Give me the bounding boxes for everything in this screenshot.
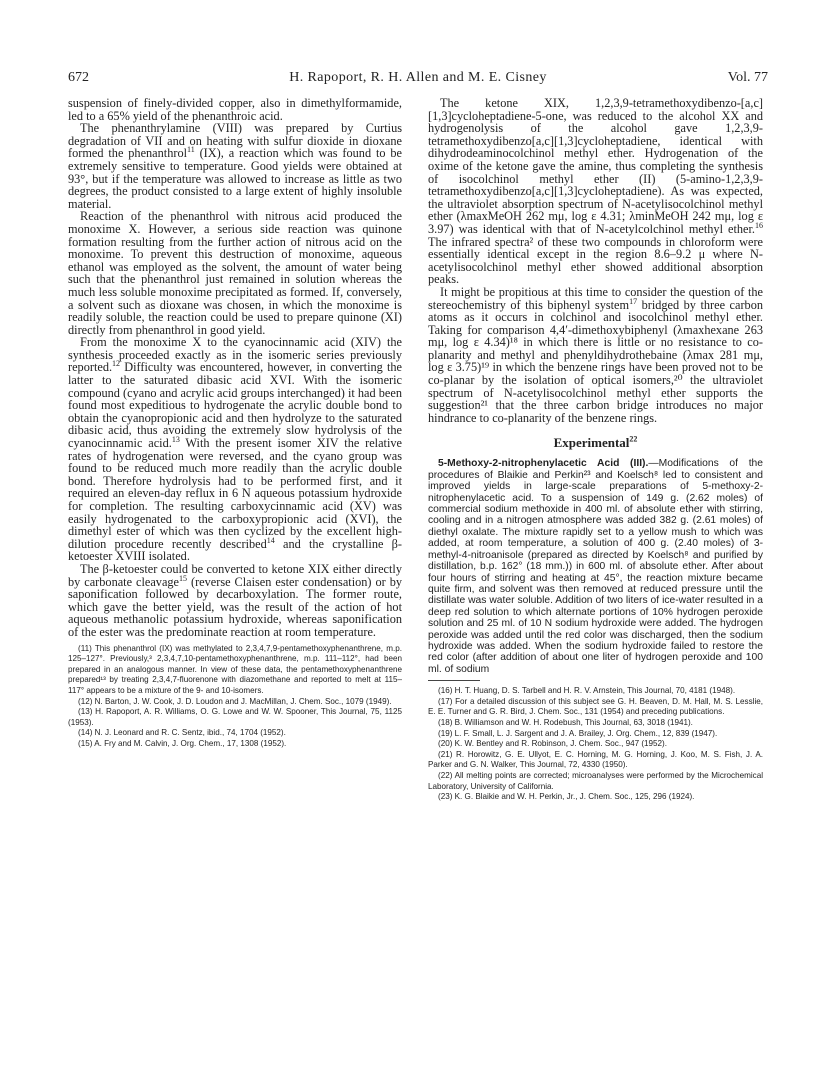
paragraph: The β-ketoester could be converted to ketone XIX either directly by carbonate cleavage$^{15}$ (reverse Claisen ester condensation) or by saponification followed by decarboxylation. The former route, which gave the better yield, was the result of the action of hot aqueous methanolic potassium hydroxide, whereas saponification of the ester was the predominate reaction at room temperature. (68, 561, 402, 639)
footnote: (17) For a detailed discussion of this subject see G. H. Beaven, D. M. Hall, M. S. Lesslie, E. E. Turner and G. R. Bird, J. Chem. Soc., 131 (1954) and preceding publications. (428, 696, 763, 717)
paragraph: It might be propitious at this time to consider the question of the stereochemistry of this biphenyl system$^{17}$ bridged by three carbon atoms as it occurs in colchinol and isocolchinol methyl ether. Taking for comparison 4,4′-dimethoxybiphenyl (λmaxhexane 263 mμ, log ε 4.34)¹⁸ in which there is little or no resistance to co-planarity and methyl and phenyldihydrothebaine (λmax 281 mμ, log ε 3.75)¹⁹ in which the benzene rings have been proved not to be co-planar by the isolation of optical isomers,²⁰ the ultraviolet spectrum of N-acetylisocolchinol methyl ether supports the suggestion²¹ that the three carbon bridge introduces no major hindrance to co-planarity of the benzene rings. (428, 284, 763, 425)
footnote: (11) This phenanthrol (IX) was methylated to 2,3,4,7,9-pentamethoxyphenanthrene, m.p. 125–127°. Previously,³ 2,3,4,7,10-pentamethoxyphenanthrene, m.p. 111–112°, had been prepared in an analogous manner. In view of these data, the pentamethoxyphenanthrene prepared¹³ by treating 2,3,4,7-fluorenone with diazomethane and reported to melt at 115–117° appears to be a mixture of the 9- and 10-isomers. (68, 643, 402, 695)
footnote: (15) A. Fry and M. Calvin, J. Org. Chem., 17, 1308 (1952). (78, 738, 287, 748)
paragraph: suspension of finely-divided copper, also in dimethylformamide, led to a 65% yield of the phenanthroic acid. (68, 96, 402, 123)
section-heading: Experimental$^{22}$ (553, 435, 638, 451)
footnote: (16) H. T. Huang, D. S. Tarbell and H. R. V. Arnstein, This Journal, 70, 4181 (1948). (438, 686, 736, 696)
footnote: (21) R. Horowitz, G. E. Ullyot, E. C. Horning, M. G. Horning, J. Koo, M. S. Fish, J. A. Parker and G. N. Walker, This Journal, 72, 4330 (1950). (428, 749, 763, 770)
footnote: (19) L. F. Small, L. J. Sargent and J. A. Brailey, J. Org. Chem., 12, 839 (1947). (438, 728, 718, 738)
footnotes-left (68, 644, 402, 750)
paragraph: From the monoxime X to the cyanocinnamic acid (XIV) the synthesis proceeded exactly as in the isomeric series previously reported.$^{12}$ Difficulty was encountered, however, in converting the latter to the saturated dibasic acid XVI. With the isomeric compound (cyano and acrylic acid groups interchanged) it had been found most expeditious to hydrogenate the acrylic double bond to obtain the cyanopropionic acid and then hydrolyze to the saturated dibasic acid, thus avoiding the extremely slow hydrolysis of the cyanocinnamic acid.$^{13}$ With the present isomer XIV the relative rates of hydrogenation were reversed, and the cyano group was found to be reduced much more readily than the acrylic double bond. Therefore hydrolysis had to be performed first, and it required an eleven-day reflux in 6 N aqueous potassium hydroxide for completion. The resulting carboxycinnamic acid (XV) was easily hydrogenated to the carboxypropionic acid (XVI), the dimethyl ester of which was then cyclized by the excellent high-dilution procedure recently described$^{14}$ and the crystalline β-ketoester XVIII isolated. (68, 335, 402, 564)
page-number: 672 (68, 70, 89, 85)
experimental-section (428, 458, 763, 675)
paragraph: The ketone XIX, 1,2,3,9-tetramethoxydibenzo-[a,c][1,3]cycloheptadiene-5-one, was reduced to the alcohol XX and hydrogenolysis of the alcohol gave 1,2,3,9-tetramethoxydibenzo[a,c][1,3]cycloheptadiene, identical with dihydrodeaminocolchinol methyl ether. Hydrogenation of the oxime of the ketone gave the amine, thus completing the synthesis of isocolchinol methyl ether (II) (5-amino-1,2,3,9-tetramethoxydibenzo[a,c][1,3]cycloheptadiene). As was expected, the ultraviolet absorption spectrum of N-acetylisocolchinol methyl ether (λmaxMeOH 262 mμ, log ε 4.31; λminMeOH 242 mμ, log ε 3.97) was identical with that of N-acetylcolchinol methyl ether.$^{16}$ The infrared spectra² of these two compounds in chloroform were essentially identical except in the region 8.6–9.2 μ where N-acetylisocolchinol methyl ether showed additional absorption peaks. (428, 96, 763, 287)
page-header (68, 70, 768, 88)
paragraph: Reaction of the phenanthrol with nitrous acid produced the monoxime X. However, a serious side reaction was quinone formation resulting from the further action of nitrous acid on the monoxime. To prevent this destruction of monoxime, aqueous ethanol was employed as the solvent, the amount of water being such that the phenanthrol just remained in solution whereas the much less soluble monoxime precipitated as formed. If, conversely, a solvent such as dioxane was chosen, in which the monoxime is readily soluble, the reaction could be used to prepare quinone (XI) directly from phenanthrol in good yield. (68, 209, 402, 337)
footnote: (12) N. Barton, J. W. Cook, J. D. Loudon and J. MacMillan, J. Chem. Soc., 1079 (1949). (78, 696, 392, 706)
footnote: (22) All melting points are corrected; microanalyses were performed by the Microchemical Laboratory, University of California. (428, 770, 763, 791)
footnote: (18) B. Williamson and W. H. Rodebush, This Journal, 63, 3018 (1941). (438, 717, 693, 727)
footnote: (20) K. W. Bentley and R. Robinson, J. Chem. Soc., 947 (1952). (438, 739, 667, 749)
left-column (68, 97, 402, 749)
footnote: (14) N. J. Leonard and R. C. Sentz, ibid., 74, 1704 (1952). (78, 728, 286, 738)
footnote: (13) H. Rapoport, A. R. Williams, O. G. Lowe and W. W. Spooner, This Journal, 75, 1125 (1953). (68, 707, 402, 727)
paragraph: 5-Methoxy-2-nitrophenylacetic Acid (III).—Modifications of the procedures of Blaikie and Perkin²³ and Koelsch⁸ led to consistent and improved yields in large-scale preparations of 5-methoxy-2-nitrophenylacetic acid. To a suspension of 149 g. (2.62 moles) of commercial sodium methoxide in 400 ml. of absolute ether with stirring, cooling and in a nitrogen atmosphere was added 382 g. (2.61 moles) of diethyl oxalate. The mixture rapidly set to a yellow mush to which was added, at room temperature, a solution of 400 g. (2.40 moles) of 3-methyl-4-nitroanisole (prepared as directed by Koelsch⁸ and purified by distillation, b.p. 162° (18 mm.)) in 600 ml. of absolute ether. After about four hours of stirring and heating at 45°, the reaction mixture became quite firm, and solvent was then removed at reduced pressure until the distillate was water soluble. Addition of two liters of ice-water resulted in a deep red solution to which alternate portions of 10% hydrogen peroxide solution and 25 ml. of 10 N sodium hydroxide were added. The hydrogen peroxide was added until the red color was discharged, then the sodium hydroxide was added. When the sodium hydroxide failed to restore the red color (after addition of about one liter of hydrogen peroxide and 100 ml. of sodium (428, 458, 764, 675)
footnote-divider (428, 680, 480, 681)
paragraph: The phenanthrylamine (VIII) was prepared by Curtius degradation of VII and on heating with sulfur dioxide in dioxane formed the phenanthrol$^{11}$ (IX), a reaction which was found to be extremely sensitive to temperature. Good yields were obtained at 93°, but if the temperature was allowed to increase as little as two degrees, the product consisted to a large extent of highly insoluble material. (68, 121, 402, 211)
running-title: H. Rapoport, R. H. Allen and M. E. Cisney (289, 70, 547, 85)
footnote: (23) K. G. Blaikie and W. H. Perkin, Jr., J. Chem. Soc., 125, 296 (1924). (438, 792, 695, 802)
volume-label: Vol. 77 (727, 70, 768, 85)
footnotes-right (428, 686, 763, 803)
right-column (428, 97, 763, 803)
